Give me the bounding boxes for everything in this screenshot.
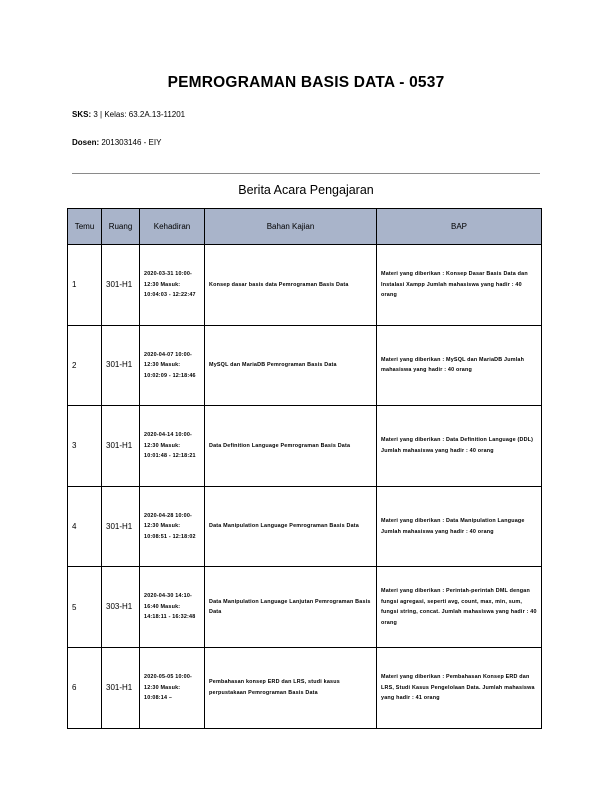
sks-line	[72, 110, 185, 119]
temu-cell: 2	[68, 325, 102, 406]
column-header-bahan-kajian: Bahan Kajian	[205, 209, 377, 245]
bahan-kajian-cell: Data Manipulation Language Lanjutan Pemrograman Basis Data	[205, 567, 377, 648]
column-header-kehadiran: Kehadiran	[140, 209, 205, 245]
table-header-row	[68, 209, 542, 245]
table-row	[68, 486, 542, 567]
section-title: Berita Acara Pengajaran	[238, 183, 374, 197]
bap-cell: Materi yang diberikan : MySQL dan MariaDB Jumlah mahasiswa yang hadir : 40 orang	[377, 325, 542, 406]
bap-table	[67, 208, 542, 729]
table-row	[68, 406, 542, 487]
table-row	[68, 567, 542, 648]
bahan-kajian-cell: Data Manipulation Language Pemrograman Basis Data	[205, 486, 377, 567]
kehadiran-cell: 2020-04-30 14:10-16:40 Masuk: 14:18:11 - 16:32:48	[140, 567, 205, 648]
ruang-cell: 301-H1	[102, 325, 140, 406]
document-title: PEMROGRAMAN BASIS DATA - 0537	[167, 74, 445, 91]
dosen-line	[72, 138, 161, 147]
bap-cell: Materi yang diberikan : Konsep Dasar Basis Data dan Instalasi Xampp Jumlah mahasiswa yang hadir : 40 orang	[377, 245, 542, 326]
temu-cell: 6	[68, 647, 102, 728]
bahan-kajian-cell: Konsep dasar basis data Pemrograman Basis Data	[205, 245, 377, 326]
table-row	[68, 647, 542, 728]
bap-cell: Materi yang diberikan : Data Definition Language (DDL) Jumlah mahasiswa yang hadir : 40 orang	[377, 406, 542, 487]
bahan-kajian-cell: Data Definition Language Pemrograman Basis Data	[205, 406, 377, 487]
ruang-cell: 301-H1	[102, 245, 140, 326]
table-row	[68, 245, 542, 326]
kehadiran-cell: 2020-05-05 10:00-12:30 Masuk: 10:08:14 –	[140, 647, 205, 728]
bahan-kajian-cell: MySQL dan MariaDB Pemrograman Basis Data	[205, 325, 377, 406]
bap-cell: Materi yang diberikan : Data Manipulation Language Jumlah mahasiswa yang hadir : 40 orang	[377, 486, 542, 567]
ruang-cell: 301-H1	[102, 406, 140, 487]
dosen-value: 201303146 - EIY	[101, 138, 162, 147]
column-header-temu: Temu	[68, 209, 102, 245]
column-header-bap: BAP	[377, 209, 542, 245]
divider	[72, 173, 540, 174]
bahan-kajian-cell: Pembahasan konsep ERD dan LRS, studi kasus perpustakaan Pemrograman Basis Data	[205, 647, 377, 728]
temu-cell: 3	[68, 406, 102, 487]
kehadiran-cell: 2020-04-28 10:00-12:30 Masuk: 10:08:51 - 12:18:02	[140, 486, 205, 567]
table-row	[68, 325, 542, 406]
ruang-cell: 301-H1	[102, 486, 140, 567]
column-header-ruang: Ruang	[102, 209, 140, 245]
sks-label: SKS:	[72, 110, 92, 119]
sks-value: 3 | Kelas: 63.2A.13-11201	[93, 110, 186, 119]
dosen-label: Dosen:	[72, 138, 100, 147]
ruang-cell: 301-H1	[102, 647, 140, 728]
kehadiran-cell: 2020-04-14 10:00-12:30 Masuk: 10:01:48 - 12:18:21	[140, 406, 205, 487]
ruang-cell: 303-H1	[102, 567, 140, 648]
bap-cell: Materi yang diberikan : Perintah-perintah DML dengan fungsi agregasi, seperti avg, count, max, min, sum, fungsi string, concat. Jumlah mahasiswa yang hadir : 40 orang	[377, 567, 542, 648]
temu-cell: 4	[68, 486, 102, 567]
bap-cell: Materi yang diberikan : Pembahasan Konsep ERD dan LRS, Studi Kasus Pengelolaan Data. Jumlah mahasiswa yang hadir : 41 orang	[377, 647, 542, 728]
temu-cell: 1	[68, 245, 102, 326]
kehadiran-cell: 2020-03-31 10:00-12:30 Masuk: 10:04:03 - 12:22:47	[140, 245, 205, 326]
temu-cell: 5	[68, 567, 102, 648]
kehadiran-cell: 2020-04-07 10:00-12:30 Masuk: 10:02:09 - 12:18:46	[140, 325, 205, 406]
